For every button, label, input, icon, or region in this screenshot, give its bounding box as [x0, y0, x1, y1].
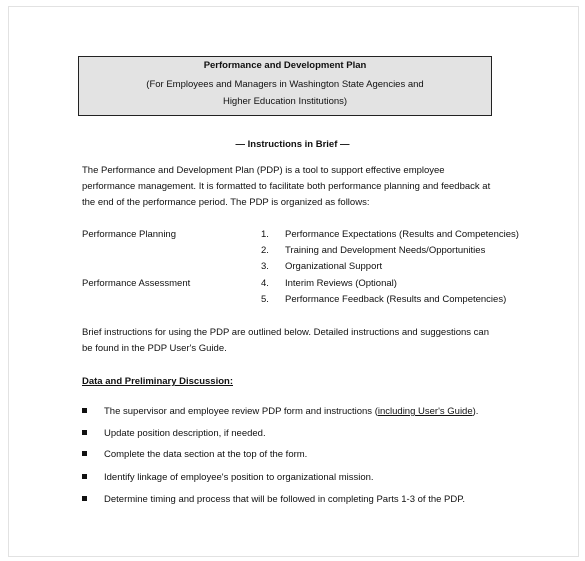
plan-part-text: Interim Reviews (Optional) [285, 278, 397, 289]
title-box [78, 56, 492, 116]
intro-paragraph [82, 163, 490, 211]
bullet-item [82, 494, 465, 505]
brief-paragraph [82, 325, 489, 357]
square-bullet-icon [82, 496, 87, 501]
document-subtitle-line1: (For Employees and Managers in Washington State Agencies and [146, 79, 424, 90]
plan-part-number: 2. [261, 245, 269, 256]
bullet-text: Complete the data section at the top of the form. [104, 449, 308, 460]
plan-part-text: Performance Feedback (Results and Competencies) [285, 294, 507, 305]
brief-line: Brief instructions for using the PDP are outlined below. Detailed instructions and suggestions can [82, 327, 489, 338]
performance-assessment-label: Performance Assessment [82, 278, 191, 289]
plan-part-number: 1. [261, 229, 269, 240]
section-heading: Data and Preliminary Discussion: [82, 376, 233, 387]
plan-part-text: Organizational Support [285, 261, 383, 272]
square-bullet-icon [82, 408, 87, 413]
plan-part-item [261, 261, 382, 272]
plan-part-item [261, 245, 485, 256]
bullet-item [82, 428, 266, 439]
bullet-text: Determine timing and process that will be followed in completing Parts 1-3 of the PDP. [104, 494, 466, 505]
plan-part-item [261, 278, 397, 289]
plan-part-item [261, 229, 519, 240]
bullet-item [82, 449, 307, 460]
instructions-heading: — Instructions in Brief — [235, 139, 350, 150]
intro-line: The Performance and Development Plan (PDP) is a tool to support effective employee [82, 165, 445, 176]
bullet-item [82, 406, 478, 417]
plan-part-number: 5. [261, 294, 269, 305]
plan-part-text: Training and Development Needs/Opportunities [285, 245, 486, 256]
brief-line: be found in the PDP User's Guide. [82, 343, 227, 354]
bullet-text: Update position description, if needed. [104, 428, 266, 439]
square-bullet-icon [82, 430, 87, 435]
intro-line: performance management. It is formatted to facilitate both performance planning and feedback at [82, 181, 491, 192]
document-subtitle-line2: Higher Education Institutions) [222, 96, 348, 107]
plan-part-item [261, 294, 506, 305]
bullet-text: ). [472, 406, 479, 417]
intro-line: the end of the performance period. The PDP is organized as follows: [82, 197, 370, 208]
square-bullet-icon [82, 474, 87, 479]
bullet-text: Identify linkage of employee's position to organizational mission. [104, 472, 374, 483]
plan-part-number: 3. [261, 261, 269, 272]
plan-part-text: Performance Expectations (Results and Competencies) [285, 229, 519, 240]
square-bullet-icon [82, 451, 87, 456]
bullet-text: The supervisor and employee review PDP form and instructions ( [104, 406, 378, 417]
document-title: Performance and Development Plan [203, 60, 367, 71]
bullet-item [82, 472, 374, 483]
performance-planning-label: Performance Planning [82, 229, 176, 240]
users-guide-link[interactable]: including User's Guide [377, 406, 473, 417]
plan-part-number: 4. [261, 278, 269, 289]
